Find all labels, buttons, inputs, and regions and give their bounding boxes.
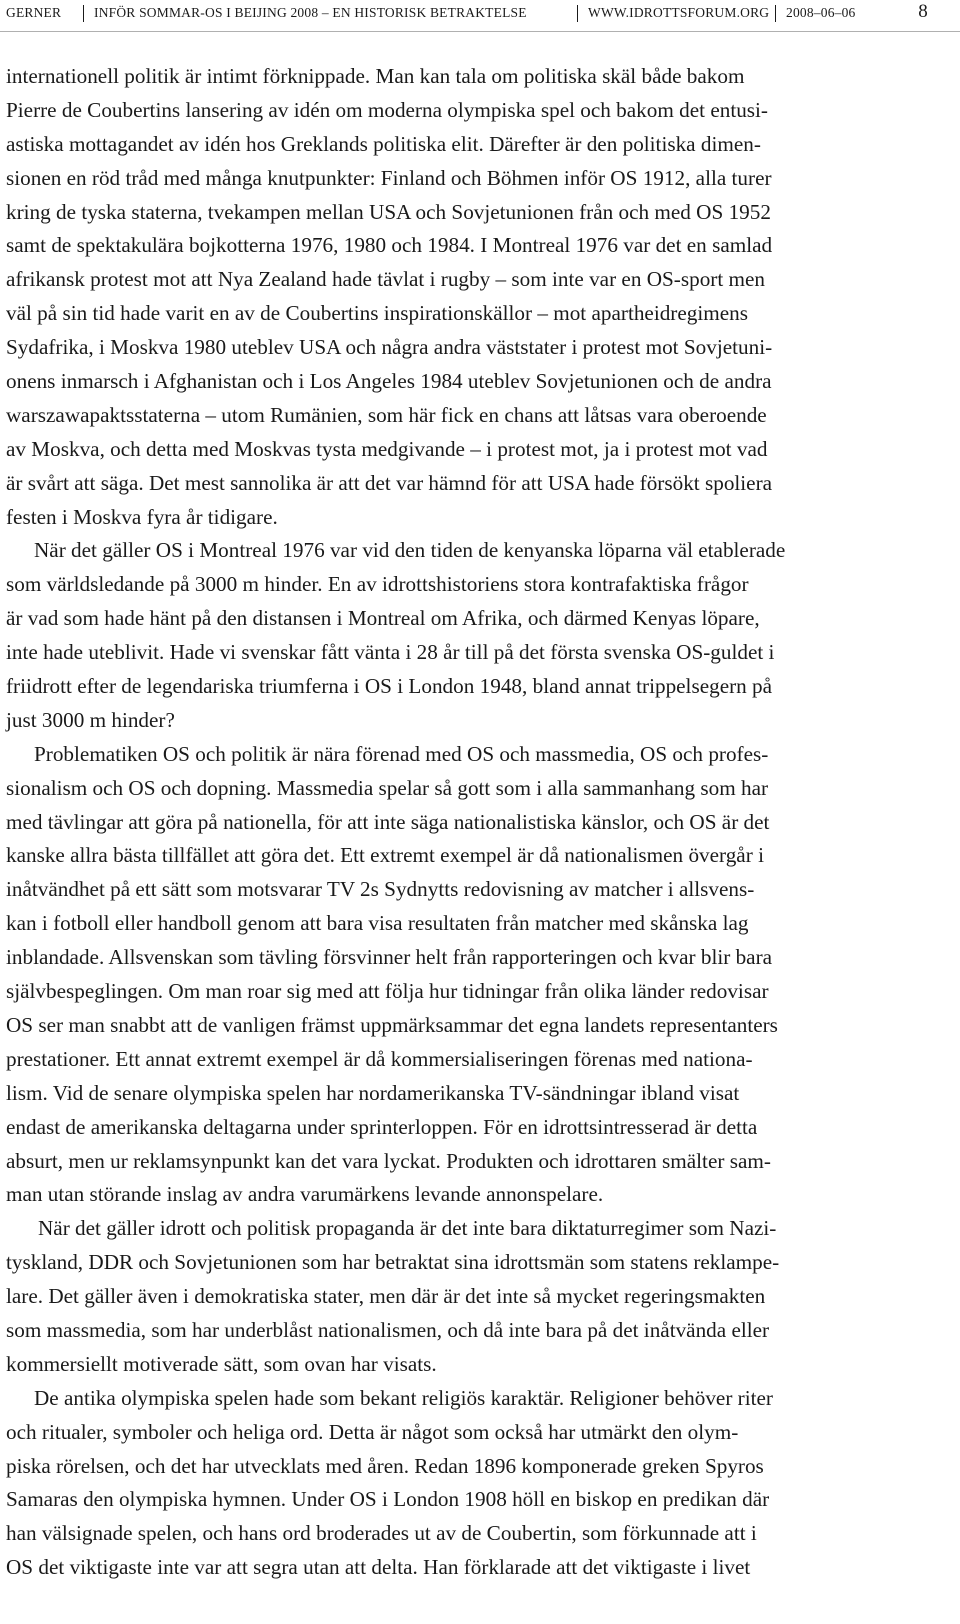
text-line: inblandade. Allsvenskan som tävling försvinner helt från rapporteringen och kvar blir bara bbox=[6, 945, 773, 970]
text-line: självbespeglingen. Om man roar sig med att följa hur tidningar från olika länder redovisar bbox=[6, 979, 769, 1004]
running-header bbox=[6, 1, 954, 25]
text-line: är vad som hade hänt på den distansen i Montreal om Afrika, och därmed Kenyas löpare, bbox=[6, 606, 760, 631]
text-line: samt de spektakulära bojkotterna 1976, 1980 och 1984. I Montreal 1976 var det en samlad bbox=[6, 233, 773, 258]
text-line: OS ser man snabbt att de vanligen främst uppmärksammar det egna landets representanters bbox=[6, 1012, 778, 1037]
text-line: OS det viktigaste inte var att segra utan att delta. Han förklarade att det viktigaste i livet bbox=[6, 1555, 751, 1580]
page-number: 8 bbox=[918, 1, 928, 22]
text-line: man utan störande inslag av andra varumärkens levande annonspelare. bbox=[6, 1182, 604, 1207]
text-line: Problematiken OS och politik är nära förenad med OS och massmedia, OS och profes- bbox=[34, 741, 769, 766]
text-line: med tävlingar att göra på nationella, för att inte säga nationalistiska känslor, och OS är det bbox=[6, 809, 770, 834]
text-line: Sydafrika, i Moskva 1980 uteblev USA och några andra väststater i protest mot Sovjetuni- bbox=[6, 335, 773, 360]
text-line: absurt, men ur reklamsynpunkt kan det vara lyckat. Produkten och idrottaren smälter sam- bbox=[6, 1148, 771, 1173]
text-line: När det gäller idrott och politisk propaganda är det inte bara diktaturregimer som Nazi- bbox=[38, 1216, 777, 1241]
text-line: afrikansk protest mot att Nya Zealand hade tävlat i rugby – som inte var en OS-sport men bbox=[6, 267, 766, 292]
article-body bbox=[6, 60, 954, 1585]
text-line: kanske allra bästa tillfället att göra det. Ett extremt exempel är då nationalismen övergår i bbox=[6, 843, 764, 868]
text-line: astiska mottagandet av idén hos Greklands politiska elit. Därefter är den politiska dimen- bbox=[6, 131, 761, 156]
text-line: kring de tyska staterna, tvekampen mellan USA och Sovjetunionen från och med OS 1952 bbox=[6, 199, 771, 224]
text-line: När det gäller OS i Montreal 1976 var vid den tiden de kenyanska löparna väl etablerade bbox=[34, 538, 786, 563]
text-line: inåtvändhet på ett sätt som motsvarar TV 2s Sydnytts redovisning av matcher i allsvens- bbox=[6, 877, 755, 902]
text-line: onens inmarsch i Afghanistan och i Los Angeles 1984 uteblev Sovjetunionen och de andra bbox=[6, 369, 772, 394]
text-line: väl på sin tid hade varit en av de Coubertins inspirationskällor – mot apartheidregimens bbox=[6, 301, 748, 326]
text-line: som massmedia, som har underblåst nationalismen, och då inte bara på det inåtvända eller bbox=[6, 1317, 770, 1342]
text-line: internationell politik är intimt förknippade. Man kan tala om politiska skäl både bakom bbox=[6, 64, 745, 88]
text-line: endast de amerikanska deltagarna under sprinterloppen. För en idrottsintresserad är detta bbox=[6, 1114, 758, 1139]
header-url: WWW.IDROTTSFORUM.ORG bbox=[588, 5, 770, 20]
text-line: friidrott efter de legendariska triumferna i OS i London 1948, bland annat trippelsegern på bbox=[6, 674, 773, 699]
text-line: piska rörelsen, och det har utvecklats med åren. Redan 1896 komponerade greken Spyros bbox=[6, 1453, 764, 1478]
header-author: GERNER bbox=[6, 5, 62, 20]
text-line: just 3000 m hinder? bbox=[6, 707, 175, 732]
text-line: festen i Moskva fyra år tidigare. bbox=[6, 504, 278, 529]
header-rule bbox=[0, 31, 960, 32]
text-line: Pierre de Coubertins lansering av idén om moderna olympiska spel och bakom det entusi- bbox=[6, 97, 768, 122]
header-date: 2008–06–06 bbox=[786, 5, 856, 20]
header-title: INFÖR SOMMAR-OS I BEIJING 2008 – EN HISTORISK BETRAKTELSE bbox=[94, 5, 527, 20]
header-separator bbox=[775, 5, 776, 22]
text-line: tyskland, DDR och Sovjetunionen som har betraktat sina idrottsmän som statens reklampe- bbox=[6, 1250, 780, 1275]
text-line: kan i fotboll eller handboll genom att bara visa resultaten från matcher med skånska lag bbox=[6, 911, 749, 936]
text-line: De antika olympiska spelen hade som bekant religiös karaktär. Religioner behöver riter bbox=[34, 1385, 773, 1410]
header-separator bbox=[83, 5, 84, 22]
text-line: inte hade uteblivit. Hade vi svenskar fått vänta i 28 år till på det första svenska OS-guldet i bbox=[6, 640, 775, 665]
header-separator bbox=[577, 5, 578, 22]
text-line: han välsignade spelen, och hans ord broderades ut av de Coubertin, som förkunnade att i bbox=[6, 1521, 757, 1546]
text-line: som världsledande på 3000 m hinder. En av idrottshistoriens stora kontrafaktiska frågor bbox=[6, 572, 749, 597]
text-line: lare. Det gäller även i demokratiska stater, men där är det inte så mycket regeringsmakten bbox=[6, 1284, 766, 1309]
text-line: sionen en röd tråd med många knutpunkter: Finland och Böhmen inför OS 1912, alla turer bbox=[6, 165, 772, 190]
text-line: kommersiellt motiverade sätt, som ovan har visats. bbox=[6, 1351, 437, 1376]
text-line: sionalism och OS och dopning. Massmedia spelar så gott som i alla sammanhang som har bbox=[6, 775, 769, 800]
text-line: och ritualer, symboler och heliga ord. Detta är något som också har utmärkt den olym- bbox=[6, 1419, 739, 1444]
text-line: är svårt att säga. Det mest sannolika är att det var hämnd för att USA hade försökt spoliera bbox=[6, 470, 773, 495]
text-line: warszawapaktsstaterna – utom Rumänien, som här fick en chans att låtsas vara oberoende bbox=[6, 402, 767, 427]
text-line: av Moskva, och detta med Moskvas tysta medgivande – i protest mot, ja i protest mot vad bbox=[6, 436, 768, 461]
text-line: Samaras den olympiska hymnen. Under OS i London 1908 höll en biskop en predikan där bbox=[6, 1487, 770, 1512]
text-line: lism. Vid de senare olympiska spelen har nordamerikanska TV-sändningar ibland visat bbox=[6, 1080, 740, 1105]
text-line: prestationer. Ett annat extremt exempel är då kommersialiseringen förenas med nationa- bbox=[6, 1046, 753, 1071]
